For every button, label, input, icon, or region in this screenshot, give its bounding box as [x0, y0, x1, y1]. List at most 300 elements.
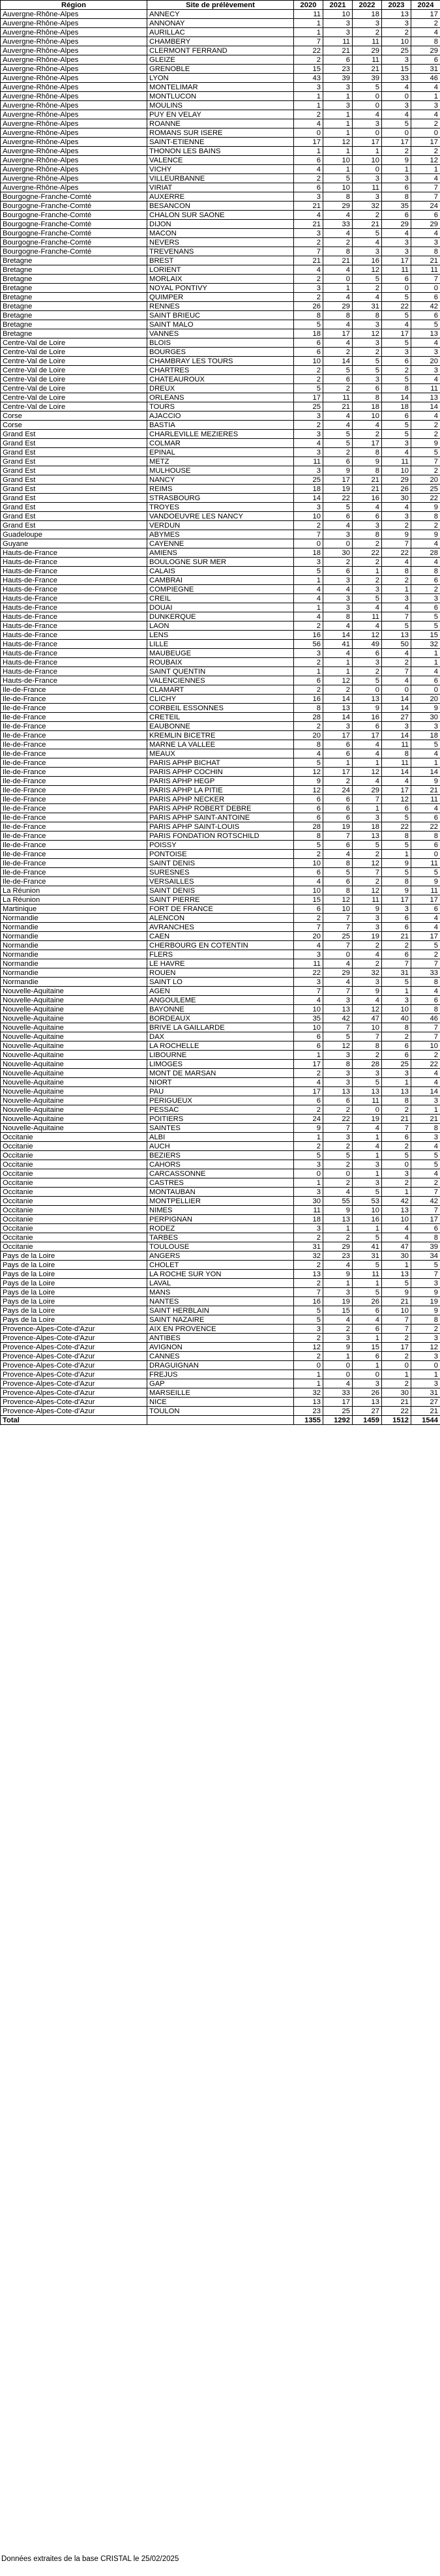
value-2024: 28: [411, 548, 440, 558]
value-2023: 9: [382, 530, 411, 539]
site-cell: VERSAILLES: [147, 877, 294, 886]
value-2022: 4: [353, 996, 382, 1005]
value-2023: 14: [382, 704, 411, 713]
value-2024: 8: [411, 1233, 440, 1242]
value-2020: 17: [294, 138, 323, 147]
value-2020: 8: [294, 311, 323, 320]
site-cell: PERPIGNAN: [147, 1215, 294, 1224]
value-2020: 28: [294, 713, 323, 722]
value-2021: 1: [323, 92, 353, 101]
value-2022: 2: [353, 576, 382, 585]
value-2024: 11: [411, 384, 440, 393]
site-cell: CLICHY: [147, 695, 294, 704]
region-cell: Auvergne-Rhône-Alpes: [1, 92, 147, 101]
footnote: Données extraites de la base CRISTAL le 25/02/2025: [1, 2555, 179, 2563]
value-2020: 6: [294, 813, 323, 822]
table-row: [1, 1041, 440, 1051]
value-2022: 18: [353, 10, 382, 19]
value-2021: 3: [323, 19, 353, 28]
region-cell: Pays de la Loire: [1, 1315, 147, 1325]
value-2020: 1: [294, 28, 323, 37]
value-2023: 4: [382, 503, 411, 512]
region-cell: Nouvelle-Aquitaine: [1, 1124, 147, 1133]
region-cell: Grand Est: [1, 430, 147, 439]
value-2024: 7: [411, 275, 440, 284]
site-cell: AURILLAC: [147, 28, 294, 37]
site-cell: RODEZ: [147, 1224, 294, 1233]
value-2024: 4: [411, 174, 440, 183]
value-2023: 18: [382, 402, 411, 412]
value-2024: 46: [411, 1014, 440, 1023]
value-2023: 2: [382, 1379, 411, 1388]
value-2022: 22: [353, 548, 382, 558]
table-row: [1, 174, 440, 183]
value-2023: 6: [382, 357, 411, 366]
value-2023: 4: [382, 676, 411, 685]
site-cell: CANNES: [147, 1352, 294, 1361]
value-2020: 2: [294, 521, 323, 530]
table-row: [1, 758, 440, 768]
value-2020: 1: [294, 1379, 323, 1388]
value-2021: 5: [323, 868, 353, 877]
value-2021: 15: [323, 1306, 353, 1315]
site-cell: PARIS APHP SAINT-LOUIS: [147, 822, 294, 831]
value-2024: 2: [411, 1178, 440, 1188]
value-2024: 6: [411, 841, 440, 850]
value-2021: 4: [323, 649, 353, 658]
table-row: [1, 603, 440, 612]
table-row: [1, 1325, 440, 1334]
value-2023: 11: [382, 457, 411, 466]
value-2021: 12: [323, 895, 353, 905]
site-cell: MONTELIMAR: [147, 83, 294, 92]
value-2020: 13: [294, 1398, 323, 1407]
value-2024: 4: [411, 923, 440, 932]
region-cell: Auvergne-Rhône-Alpes: [1, 83, 147, 92]
value-2020: 22: [294, 968, 323, 978]
value-2020: 21: [294, 256, 323, 265]
value-2023: 4: [382, 777, 411, 786]
total-2024: 1544: [411, 1416, 440, 1425]
table-row: [1, 1215, 440, 1224]
value-2024: 9: [411, 1288, 440, 1297]
value-2022: 5: [353, 841, 382, 850]
value-2024: 42: [411, 1197, 440, 1206]
region-cell: Ile-de-France: [1, 804, 147, 813]
table-row: [1, 676, 440, 685]
value-2020: 15: [294, 895, 323, 905]
value-2024: 17: [411, 895, 440, 905]
region-cell: Auvergne-Rhône-Alpes: [1, 37, 147, 46]
value-2022: 4: [353, 293, 382, 302]
value-2023: 4: [382, 229, 411, 238]
value-2021: 4: [323, 229, 353, 238]
table-row: [1, 1398, 440, 1407]
value-2024: 3: [411, 348, 440, 357]
value-2020: 2: [294, 685, 323, 695]
table-header: [1, 1, 440, 10]
site-cell: COMPIEGNE: [147, 585, 294, 594]
table-row: [1, 220, 440, 229]
table-row: [1, 494, 440, 503]
value-2020: 16: [294, 631, 323, 640]
value-2023: 22: [382, 302, 411, 311]
table-row: [1, 1270, 440, 1279]
site-cell: CRETEIL: [147, 713, 294, 722]
region-cell: Bretagne: [1, 256, 147, 265]
site-cell: LE HAVRE: [147, 959, 294, 968]
value-2021: 3: [323, 603, 353, 612]
value-2023: 22: [382, 548, 411, 558]
value-2024: 4: [411, 229, 440, 238]
value-2024: 25: [411, 485, 440, 494]
value-2020: 0: [294, 1169, 323, 1178]
value-2021: 11: [323, 37, 353, 46]
value-2023: 8: [382, 1096, 411, 1105]
table-row: [1, 393, 440, 402]
value-2022: 1: [353, 1334, 382, 1343]
value-2024: 1: [411, 758, 440, 768]
value-2021: 1: [323, 110, 353, 119]
value-2020: 13: [294, 1270, 323, 1279]
table-row: [1, 685, 440, 695]
table-row: [1, 1197, 440, 1206]
region-cell: Hauts-de-France: [1, 676, 147, 685]
value-2021: 6: [323, 877, 353, 886]
total-2021: 1292: [323, 1416, 353, 1425]
value-2021: 11: [323, 393, 353, 402]
value-2022: 1: [353, 1151, 382, 1160]
value-2022: 5: [353, 366, 382, 375]
site-cell: LA ROCHELLE: [147, 1041, 294, 1051]
value-2020: 6: [294, 348, 323, 357]
table-row: [1, 868, 440, 877]
value-2020: 1: [294, 667, 323, 676]
value-2022: 3: [353, 174, 382, 183]
value-2022: 16: [353, 256, 382, 265]
value-2022: 11: [353, 612, 382, 622]
table-row: [1, 1115, 440, 1124]
region-cell: Normandie: [1, 923, 147, 932]
value-2022: 16: [353, 713, 382, 722]
value-2022: 11: [353, 55, 382, 65]
region-cell: Auvergne-Rhône-Alpes: [1, 28, 147, 37]
value-2024: 6: [411, 905, 440, 914]
value-2024: 39: [411, 1242, 440, 1251]
value-2023: 17: [382, 895, 411, 905]
site-cell: NEVERS: [147, 238, 294, 247]
value-2022: 3: [353, 978, 382, 987]
value-2020: 2: [294, 722, 323, 731]
region-cell: Occitanie: [1, 1188, 147, 1197]
value-2020: 3: [294, 83, 323, 92]
value-2024: 9: [411, 877, 440, 886]
value-2023: 2: [382, 1142, 411, 1151]
value-2020: 3: [294, 448, 323, 457]
value-2021: 6: [323, 375, 353, 384]
value-2021: 1: [323, 165, 353, 174]
region-cell: Normandie: [1, 941, 147, 950]
value-2022: 17: [353, 439, 382, 448]
region-cell: Ile-de-France: [1, 850, 147, 859]
value-2020: 10: [294, 1005, 323, 1014]
value-2023: 5: [382, 978, 411, 987]
table-row: [1, 92, 440, 101]
value-2024: 5: [411, 1160, 440, 1169]
table-row: [1, 1014, 440, 1023]
region-cell: Normandie: [1, 978, 147, 987]
value-2024: 4: [411, 804, 440, 813]
region-cell: Ile-de-France: [1, 722, 147, 731]
value-2023: 8: [382, 831, 411, 841]
table-row: [1, 329, 440, 338]
value-2024: 20: [411, 695, 440, 704]
site-cell: LAON: [147, 622, 294, 631]
region-cell: Grand Est: [1, 448, 147, 457]
value-2023: 6: [382, 211, 411, 220]
region-cell: Auvergne-Rhône-Alpes: [1, 138, 147, 147]
value-2021: 0: [323, 950, 353, 959]
site-cell: PARIS APHP HEGP: [147, 777, 294, 786]
value-2022: 4: [353, 1124, 382, 1133]
value-2020: 6: [294, 905, 323, 914]
region-cell: Hauts-de-France: [1, 558, 147, 567]
region-cell: Ile-de-France: [1, 713, 147, 722]
site-cell: DIJON: [147, 220, 294, 229]
value-2024: 8: [411, 247, 440, 256]
table-row: [1, 622, 440, 631]
value-2024: 32: [411, 640, 440, 649]
table-row: [1, 1051, 440, 1060]
value-2020: 2: [294, 1279, 323, 1288]
value-2021: 22: [323, 1115, 353, 1124]
value-2024: 4: [411, 110, 440, 119]
region-cell: Normandie: [1, 968, 147, 978]
value-2022: 4: [353, 950, 382, 959]
value-2020: 1: [294, 603, 323, 612]
site-cell: BOULOGNE SUR MER: [147, 558, 294, 567]
region-cell: Bourgogne-Franche-Comté: [1, 192, 147, 202]
value-2022: 1: [353, 1224, 382, 1233]
value-2022: 10: [353, 156, 382, 165]
value-2021: 5: [323, 1032, 353, 1041]
value-2023: 21: [382, 932, 411, 941]
value-2021: 0: [323, 1169, 353, 1178]
region-cell: Hauts-de-France: [1, 585, 147, 594]
value-2020: 3: [294, 192, 323, 202]
region-cell: Corse: [1, 412, 147, 421]
site-cell: BESANCON: [147, 202, 294, 211]
region-cell: Ile-de-France: [1, 786, 147, 795]
value-2024: 22: [411, 1060, 440, 1069]
value-2020: 1: [294, 101, 323, 110]
table-row: [1, 156, 440, 165]
table-row: [1, 421, 440, 430]
value-2023: 3: [382, 439, 411, 448]
table-row: [1, 987, 440, 996]
value-2021: 5: [323, 430, 353, 439]
value-2024: 4: [411, 914, 440, 923]
value-2024: 3: [411, 1352, 440, 1361]
value-2021: 4: [323, 293, 353, 302]
region-cell: Provence-Alpes-Cote-d'Azur: [1, 1407, 147, 1416]
value-2020: 4: [294, 941, 323, 950]
value-2024: 11: [411, 265, 440, 275]
value-2024: 6: [411, 813, 440, 822]
region-cell: Normandie: [1, 914, 147, 923]
value-2021: 19: [323, 485, 353, 494]
value-2023: 6: [382, 183, 411, 192]
value-2022: 3: [353, 375, 382, 384]
value-2021: 10: [323, 183, 353, 192]
region-cell: Ile-de-France: [1, 859, 147, 868]
value-2021: 29: [323, 968, 353, 978]
site-cell: ALBI: [147, 1133, 294, 1142]
value-2021: 21: [323, 46, 353, 55]
value-2024: 29: [411, 220, 440, 229]
value-2023: 25: [382, 1060, 411, 1069]
value-2023: 11: [382, 758, 411, 768]
value-2022: 6: [353, 1352, 382, 1361]
value-2023: 3: [382, 594, 411, 603]
value-2021: 7: [323, 914, 353, 923]
value-2024: 20: [411, 357, 440, 366]
value-2020: 31: [294, 1242, 323, 1251]
table-row: [1, 412, 440, 421]
value-2022: 3: [353, 1160, 382, 1169]
value-2022: 5: [353, 1188, 382, 1197]
value-2022: 6: [353, 649, 382, 658]
table-row: [1, 859, 440, 868]
table-row: [1, 183, 440, 192]
value-2023: 3: [382, 722, 411, 731]
value-2023: 0: [382, 1361, 411, 1370]
value-2021: 3: [323, 1078, 353, 1087]
value-2023: 33: [382, 74, 411, 83]
region-cell: Bourgogne-Franche-Comté: [1, 211, 147, 220]
value-2022: 12: [353, 886, 382, 895]
table-row: [1, 147, 440, 156]
value-2021: 7: [323, 831, 353, 841]
value-2020: 9: [294, 777, 323, 786]
table-row: [1, 932, 440, 941]
value-2024: 21: [411, 786, 440, 795]
value-2021: 41: [323, 640, 353, 649]
site-cell: MARNE LA VALLEE: [147, 740, 294, 749]
value-2020: 11: [294, 457, 323, 466]
value-2023: 1: [382, 1078, 411, 1087]
value-2021: 3: [323, 530, 353, 539]
table-row: [1, 265, 440, 275]
value-2022: 3: [353, 338, 382, 348]
table-row: [1, 1352, 440, 1361]
site-cell: ORLEANS: [147, 393, 294, 402]
value-2022: 5: [353, 275, 382, 284]
table-row: [1, 959, 440, 968]
table-row: [1, 83, 440, 92]
value-2020: 3: [294, 466, 323, 475]
value-2024: 6: [411, 293, 440, 302]
site-cell: CHARTRES: [147, 366, 294, 375]
value-2022: 6: [353, 384, 382, 393]
table-row: [1, 704, 440, 713]
value-2020: 35: [294, 1014, 323, 1023]
value-2022: 1: [353, 1133, 382, 1142]
value-2022: 13: [353, 1087, 382, 1096]
value-2021: 2: [323, 1160, 353, 1169]
value-2022: 11: [353, 895, 382, 905]
region-cell: Auvergne-Rhône-Alpes: [1, 74, 147, 83]
region-cell: Occitanie: [1, 1133, 147, 1142]
value-2022: 1: [353, 758, 382, 768]
value-2020: 1: [294, 1178, 323, 1188]
value-2024: 6: [411, 676, 440, 685]
site-cell: AUXERRE: [147, 192, 294, 202]
value-2021: 33: [323, 220, 353, 229]
value-2020: 56: [294, 640, 323, 649]
table-row: [1, 439, 440, 448]
total-2022: 1459: [353, 1416, 382, 1425]
value-2022: 19: [353, 1115, 382, 1124]
region-cell: Nouvelle-Aquitaine: [1, 987, 147, 996]
region-cell: Centre-Val de Loire: [1, 348, 147, 357]
table-row: [1, 548, 440, 558]
value-2021: 9: [323, 466, 353, 475]
table-row: [1, 1343, 440, 1352]
site-cell: ROUBAIX: [147, 658, 294, 667]
site-cell: CHAMBRAY LES TOURS: [147, 357, 294, 366]
region-cell: Ile-de-France: [1, 695, 147, 704]
value-2021: 3: [323, 594, 353, 603]
value-2021: 7: [323, 1023, 353, 1032]
site-cell: CAHORS: [147, 1160, 294, 1169]
region-cell: Occitanie: [1, 1178, 147, 1188]
value-2020: 18: [294, 1215, 323, 1224]
site-cell: ANGOULEME: [147, 996, 294, 1005]
value-2023: 9: [382, 859, 411, 868]
region-cell: Auvergne-Rhône-Alpes: [1, 156, 147, 165]
region-cell: Provence-Alpes-Cote-d'Azur: [1, 1343, 147, 1352]
value-2022: 2: [353, 959, 382, 968]
value-2022: 13: [353, 831, 382, 841]
value-2021: 25: [323, 932, 353, 941]
table-row: [1, 978, 440, 987]
table-row: [1, 1242, 440, 1251]
value-2023: 3: [382, 247, 411, 256]
region-cell: Hauts-de-France: [1, 567, 147, 576]
value-2022: 1: [353, 1169, 382, 1178]
value-2023: 10: [382, 466, 411, 475]
value-2023: 1: [382, 1370, 411, 1379]
value-2022: 21: [353, 220, 382, 229]
value-2021: 12: [323, 676, 353, 685]
value-2020: 3: [294, 1188, 323, 1197]
table-row: [1, 740, 440, 749]
total-2020: 1355: [294, 1416, 323, 1425]
value-2022: 13: [353, 1398, 382, 1407]
table-row: [1, 512, 440, 521]
table-row: [1, 1361, 440, 1370]
region-cell: Ile-de-France: [1, 795, 147, 804]
site-cell: LENS: [147, 631, 294, 640]
value-2021: 1: [323, 1279, 353, 1288]
value-2020: 7: [294, 923, 323, 932]
region-cell: Pays de la Loire: [1, 1288, 147, 1297]
site-cell: PARIS APHP ROBERT DEBRE: [147, 804, 294, 813]
value-2021: 3: [323, 83, 353, 92]
site-cell: BASTIA: [147, 421, 294, 430]
value-2020: 4: [294, 165, 323, 174]
